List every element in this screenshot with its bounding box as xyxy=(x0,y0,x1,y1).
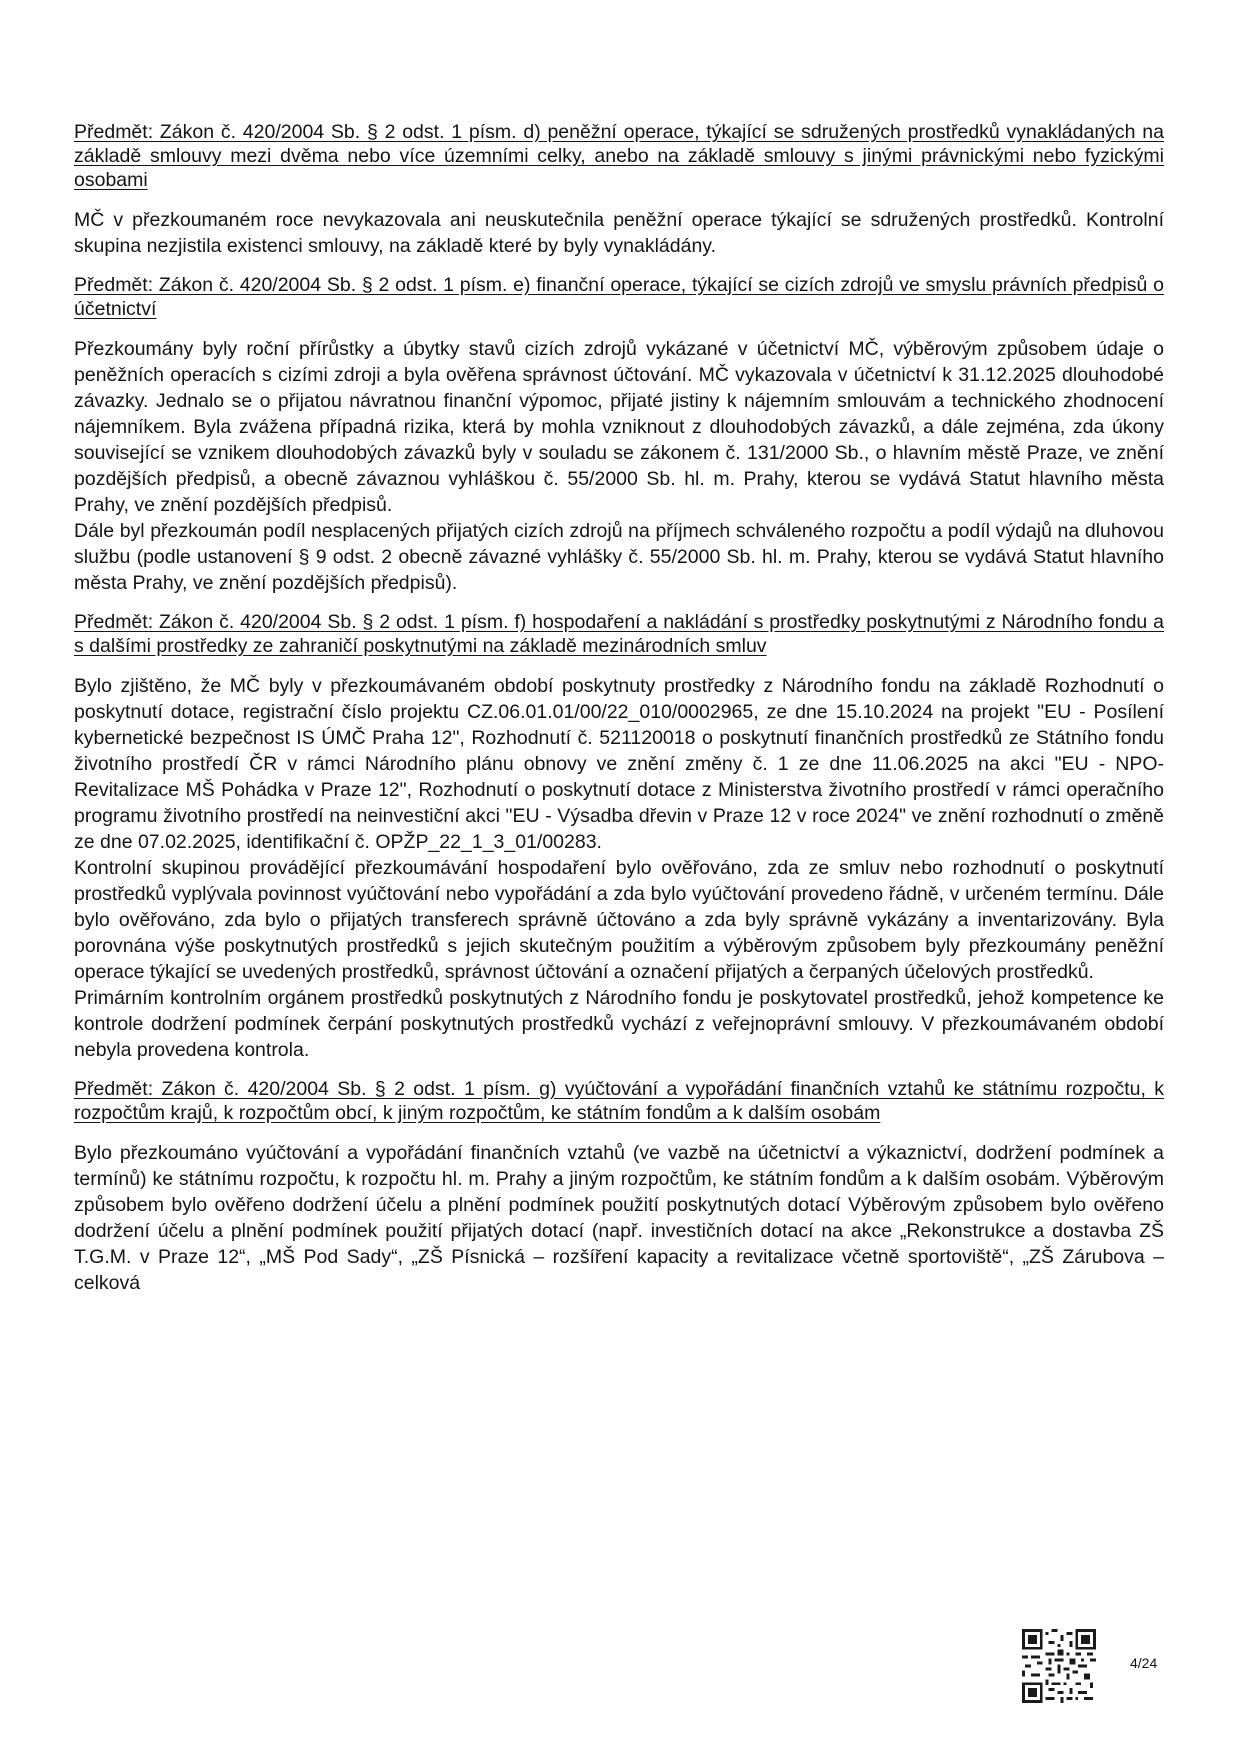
paragraph: Bylo zjištěno, že MČ byly v přezkoumávaném období poskytnuty prostředky z Národního fondu na základě Rozhodnutí o poskytnutí dotace, registrační číslo projektu CZ.06.01.01/00/22_010/0002965, ze dne 15.10.2024 na projekt "EU - Posílení kybernetické bezpečnost IS ÚMČ Praha 12", Rozhodnutí č. 521120018 o poskytnutí finančních prostředků ze Státního fondu životního prostředí ČR v rámci Národního plánu obnovy ve znění změny č. 1 ze dne 11.06.2025 na akci "EU - NPO-Revitalizace MŠ Pohádka v Praze 12", Rozhodnutí o poskytnutí dotace z Ministerstva životního prostředí v rámci operačního programu životního prostředí na neinvestiční akci "EU - Výsadba dřevin v Praze 12 v roce 2024" ve znění rozhodnutí o změně ze dne 07.02.2025, identifikační č. OPŽP_22_1_3_01/00283. xyxy=(74,675,1164,853)
paragraph: MČ v přezkoumaném roce nevykazovala ani neuskutečnila peněžní operace týkající se sdružených prostředků. Kontrolní skupina nezjistila existenci smlouvy, na základě které by byly vynakládány. xyxy=(74,209,1164,257)
paragraph: Přezkoumány byly roční přírůstky a úbytky stavů cizích zdrojů vykázané v účetnictví MČ, výběrovým způsobem údaje o peněžních operacích s cizími zdroji a byla ověřena správnost účtování. MČ vykazovala v účetnictví k 31.12.2025 dlouhodobé závazky. Jednalo se o přijatou návratnou finanční výpomoc, přijaté jistiny k nájemním smlouvám a technického zhodnocení nájemníkem. Byla zvážena případná rizika, která by mohla vzniknout z dlouhodobých závazků, a dále zejména, zda úkony související se vznikem dlouhodobých závazků byly v souladu se zákonem č. 131/2000 Sb., o hlavním městě Praze, ve znění pozdějších předpisů, a obecně závaznou vyhláškou č. 55/2000 Sb. hl. m. Prahy, kterou se vydává Statut hlavního města Prahy, ve znění pozdějších předpisů. xyxy=(74,338,1164,516)
paragraph: Kontrolní skupinou provádějící přezkoumávání hospodaření bylo ověřováno, zda ze smluv nebo rozhodnutí o poskytnutí prostředků vyplývala povinnost vyúčtování nebo vypořádání a zda bylo vyúčtování provedeno řádně, v určeném termínu. Dále bylo ověřováno, zda bylo o přijatých transferech správně účtováno a zda byly správně vykázány a inventarizovány. Byla porovnána výše poskytnutých prostředků s jejich skutečným použitím a výběrovým způsobem byly přezkoumány peněžní operace týkající se uvedených prostředků, správnost účtování a označení přijatých a čerpaných účelových prostředků. xyxy=(74,857,1164,983)
section-subject-e: Předmět: Zákon č. 420/2004 Sb. § 2 odst. 1 písm. e) finanční operace, týkající se cizích zdrojů ve smyslu právních předpisů o účetnictví xyxy=(74,274,1164,320)
qr-code-icon xyxy=(1022,1629,1096,1703)
section-subject-g: Předmět: Zákon č. 420/2004 Sb. § 2 odst. 1 písm. g) vyúčtování a vypořádání finančních vztahů ke státnímu rozpočtu, k rozpočtům krajů, k rozpočtům obcí, k jiným rozpočtům, ke státním fondům a k dalším osobám xyxy=(74,1078,1164,1124)
section-subject-d: Předmět: Zákon č. 420/2004 Sb. § 2 odst. 1 písm. d) peněžní operace, týkající se sdružených prostředků vynakládaných na základě smlouvy mezi dvěma nebo více územními celky, anebo na základě smlouvy s jinými právnickými nebo fyzickými osobami xyxy=(74,121,1164,191)
section-subject-f: Předmět: Zákon č. 420/2004 Sb. § 2 odst. 1 písm. f) hospodaření a nakládání s prostředky poskytnutými z Národního fondu a s dalšími prostředky ze zahraničí poskytnutými na základě mezinárodních smluv xyxy=(74,611,1164,657)
paragraph: Primárním kontrolním orgánem prostředků poskytnutých z Národního fondu je poskytovatel prostředků, jehož kompetence ke kontrole dodržení podmínek čerpání poskytnutých prostředků vychází z veřejnoprávní smlouvy. V přezkoumávaném období nebyla provedena kontrola. xyxy=(74,987,1164,1061)
page-number: 4/24 xyxy=(1130,1655,1158,1671)
paragraph: Dále byl přezkoumán podíl nesplacených přijatých cizích zdrojů na příjmech schváleného rozpočtu a podíl výdajů na dluhovou službu (podle ustanovení § 9 odst. 2 obecně závazné vyhlášky č. 55/2000 Sb. hl. m. Prahy, kterou se vydává Statut hlavního města Prahy, ve znění pozdějších předpisů). xyxy=(74,520,1164,594)
document-page xyxy=(74,120,1164,1296)
paragraph: Bylo přezkoumáno vyúčtování a vypořádání finančních vztahů (ve vazbě na účetnictví a výkaznictví, dodržení podmínek a termínů) ke státnímu rozpočtu, k rozpočtu hl. m. Prahy a jiným rozpočtům, ke státním fondům a k dalším osobám. Výběrovým způsobem bylo ověřeno dodržení účelu a plnění podmínek použití poskytnutých dotací Výběrovým způsobem bylo ověřeno dodržení účelu a plnění podmínek použití přijatých dotací (např. investičních dotací na akce „Rekonstrukce a dostavba ZŠ T.G.M. v Praze 12“, „MŠ Pod Sady“, „ZŠ Písnická – rozšíření kapacity a revitalizace včetně sportoviště“, „ZŠ Zárubova – celková xyxy=(74,1142,1164,1294)
